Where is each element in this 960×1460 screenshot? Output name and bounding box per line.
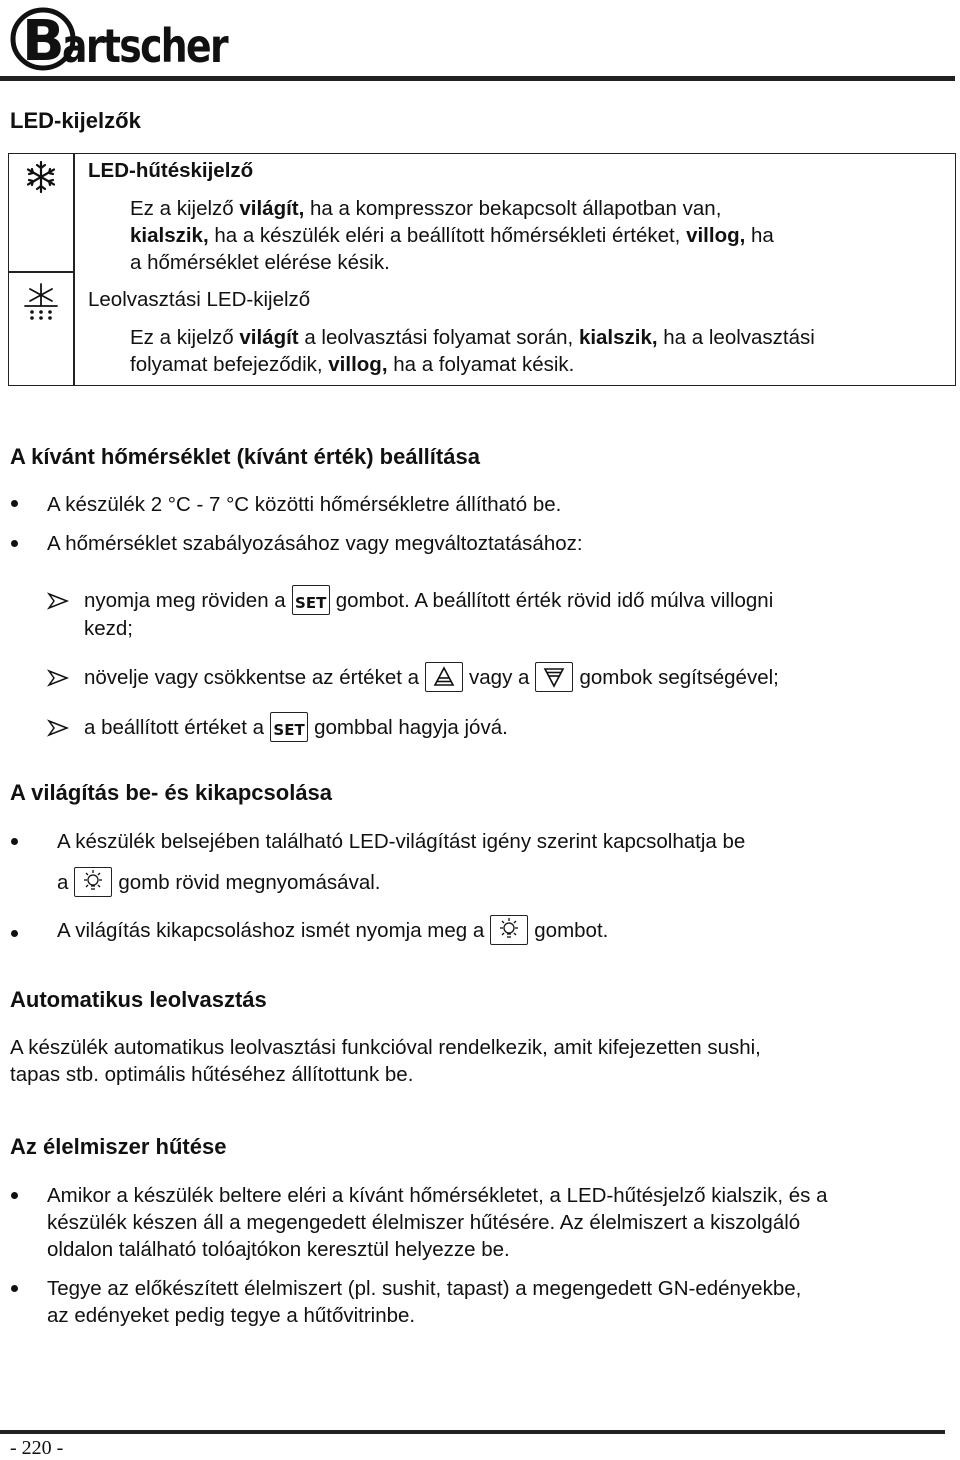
table-divider	[73, 154, 75, 385]
table-row-divider	[9, 271, 73, 273]
setpoint-bullet-1: A készülék 2 °C - 7 °C közötti hőmérsékletre állítható be.	[47, 493, 562, 516]
cooling-led-title: LED-hűtéskijelző	[88, 159, 254, 182]
set-button-icon: SET	[270, 712, 308, 742]
cooling-led-line2: kialszik, ha a készülék eléri a beállított hőmérsékleti értéket, villog, ha	[130, 224, 774, 247]
arrow-bullet-icon	[47, 669, 69, 687]
step-1-line2: kezd;	[84, 617, 133, 640]
svg-text:artscher: artscher	[62, 19, 229, 73]
defrost-led-line1: Ez a kijelző világít a leolvasztási folyamat során, kialszik, ha a leolvasztási	[130, 326, 815, 349]
page-number: - 220 -	[10, 1437, 64, 1459]
food-bullet-2-line1: Tegye az előkészített élelmiszert (pl. sushit, tapast) a megengedett GN-edényekbe,	[47, 1277, 802, 1300]
light-bullet-1-line1: A készülék belsejében található LED-világítást igény szerint kapcsolhatja be	[57, 830, 746, 853]
cooling-led-line1: Ez a kijelző világít, ha a kompresszor bekapcsolt állapotban van,	[130, 197, 722, 220]
autodefrost-line1: A készülék automatikus leolvasztási funkcióval rendelkezik, amit kifejezetten sushi,	[10, 1036, 761, 1059]
light-button-icon	[74, 867, 112, 897]
food-bullet-1-line3: oldalon található tolóajtókon keresztül helyezze be.	[47, 1238, 510, 1261]
autodefrost-line2: tapas stb. optimális hűtéséhez állítottunk be.	[10, 1063, 414, 1086]
step-3-line: a beállított értéket a SET gombbal hagyja jóvá.	[84, 712, 508, 742]
step-2-line: növelje vagy csökkentse az értéket a vagy a gombok segítségével;	[84, 662, 779, 692]
header-rule	[0, 76, 955, 81]
defrost-icon	[23, 282, 59, 322]
light-bullet-1-line2: a gomb rövid megnyomásával.	[57, 867, 380, 897]
section-title-light: A világítás be- és kikapcsolása	[10, 780, 333, 805]
bullet	[11, 930, 18, 937]
up-button-icon	[425, 662, 463, 692]
bullet	[11, 540, 18, 547]
set-button-icon: SET	[292, 585, 330, 615]
bullet	[11, 1285, 18, 1292]
bullet	[11, 838, 18, 845]
footer-rule	[0, 1430, 945, 1434]
section-title-autodefrost: Automatikus leolvasztás	[10, 987, 267, 1012]
section-title-setpoint: A kívánt hőmérséklet (kívánt érték) beállítása	[10, 444, 480, 469]
cooling-led-line3: a hőmérséklet elérése késik.	[130, 251, 390, 274]
food-bullet-1-line2: készülék készen áll a megengedett élelmiszer hűtésére. Az élelmiszert a kiszolgáló	[47, 1211, 801, 1234]
defrost-led-title: Leolvasztási LED-kijelző	[88, 288, 311, 311]
section-title-led: LED-kijelzők	[10, 108, 141, 133]
snowflake-icon	[25, 160, 57, 194]
bartscher-logo	[10, 4, 230, 74]
food-bullet-2-line2: az edényeket pedig tegye a hűtővitrinbe.	[47, 1304, 416, 1327]
light-bullet-2-line: A világítás kikapcsoláshoz ismét nyomja meg a gombot.	[57, 915, 608, 945]
defrost-led-line2: folyamat befejeződik, villog, ha a folyamat késik.	[130, 353, 575, 376]
svg-text:B: B	[22, 9, 65, 74]
setpoint-bullet-2: A hőmérséklet szabályozásához vagy megváltoztatásához:	[47, 532, 583, 555]
food-bullet-1-line1: Amikor a készülék beltere eléri a kívánt hőmérsékletet, a LED-hűtésjelző kialszik, és a	[47, 1184, 828, 1207]
section-title-food: Az élelmiszer hűtése	[10, 1134, 227, 1159]
bullet	[11, 1192, 18, 1199]
arrow-bullet-icon	[47, 592, 69, 610]
bullet	[11, 500, 18, 507]
light-button-icon	[490, 915, 528, 945]
step-1-line1: nyomja meg röviden a SET gombot. A beállított érték rövid idő múlva villogni	[84, 585, 773, 615]
arrow-bullet-icon	[47, 719, 69, 737]
down-button-icon	[535, 662, 573, 692]
